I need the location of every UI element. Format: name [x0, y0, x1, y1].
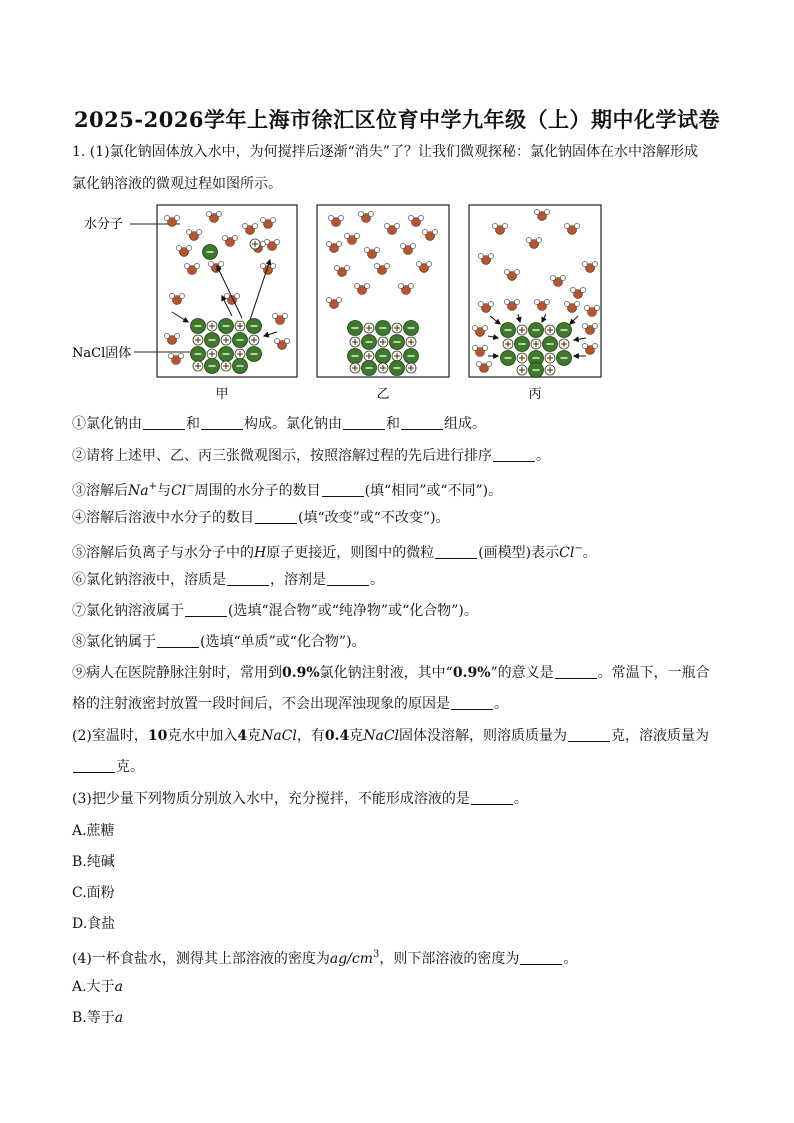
- answer-blank[interactable]: [143, 415, 185, 430]
- caption-jia: 甲: [215, 387, 229, 402]
- answer-blank[interactable]: [471, 790, 513, 805]
- caption-yi: 乙: [376, 387, 390, 402]
- q1-s7: ⑦氯化钠溶液属于 (选填“混合物”或“纯净物”或“化合物”)。: [72, 603, 478, 619]
- dissolution-figure: [72, 200, 612, 414]
- option-a[interactable]: A.蔗糖: [72, 823, 115, 839]
- q1-s6: ⑥氯化钠溶液中，溶质是 ，溶剂是 。: [72, 572, 384, 588]
- answer-blank[interactable]: [73, 758, 115, 773]
- q1-s1: ①氯化钠由 和 构成。氯化钠由 和 组成。: [72, 416, 486, 432]
- option-4b[interactable]: B.等于a: [72, 1010, 124, 1026]
- caption-bing: 丙: [528, 387, 542, 402]
- answer-blank[interactable]: [451, 695, 493, 710]
- answer-blank[interactable]: [401, 415, 443, 430]
- answer-blank[interactable]: [520, 950, 562, 965]
- q1-p4-question: (4)一杯食盐水，测得其上部溶液的密度为$ag/cm^3$，则下部溶液的密度为 。: [72, 949, 578, 967]
- q1-s9-line2: 格的注射液密封放置一段时间后，不会出现浑浊现象的原因是 。: [72, 696, 508, 712]
- option-4a[interactable]: A.大于a: [72, 979, 123, 995]
- answer-blank[interactable]: [201, 415, 243, 430]
- q1-s2: ②请将上述甲、乙、丙三张微观图示，按照溶解过程的先后进行排序 。: [72, 448, 550, 464]
- label-water-molecule: 水分子: [84, 217, 124, 232]
- answer-blank[interactable]: [493, 447, 535, 462]
- answer-blank[interactable]: [157, 633, 199, 648]
- option-b[interactable]: B.纯碱: [72, 854, 115, 870]
- q1-intro-line2: 氯化钠溶液的微观过程如图所示。: [72, 176, 282, 192]
- q1-s3: ③溶解后Na+与Cl−周围的水分子的数目 (填“相同”或“不同”)。: [72, 481, 503, 499]
- option-c[interactable]: C.面粉: [72, 885, 115, 901]
- answer-blank[interactable]: [185, 602, 227, 617]
- answer-blank[interactable]: [327, 571, 369, 586]
- q1-p3-question: (3)把少量下列物质分别放入水中，充分搅拌，不能形成溶液的是 。: [72, 791, 528, 807]
- answer-blank[interactable]: [555, 664, 597, 679]
- option-d[interactable]: D.食盐: [72, 916, 116, 932]
- answer-blank[interactable]: [227, 571, 269, 586]
- q1-s9-line1: ⑨病人在医院静脉注射时，常用到0.9%氯化钠注射液，其中“0.9%”的意义是 。常温下，一瓶合: [72, 665, 710, 681]
- page-title: 2025-2026学年上海市徐汇区位育中学九年级（上）期中化学试卷: [73, 107, 721, 132]
- q1-p2-line1: (2)室温时，10克水中加入4克NaCl，有0.4克NaCl固体没溶解，则溶质质量为 克，溶液质量为: [72, 728, 710, 744]
- q1-intro-line1: 1. (1)氯化钠固体放入水中，为何搅拌后逐渐“消失”了？让我们微观探秘：氯化钠固体在水中溶解形成: [72, 144, 698, 160]
- answer-blank[interactable]: [568, 727, 610, 742]
- answer-blank[interactable]: [322, 482, 364, 497]
- q1-s4: ④溶解后溶液中水分子的数目 (填“改变”或“不改变”)。: [72, 510, 450, 526]
- q1-s5: ⑤溶解后负离子与水分子中的H原子更接近，则图中的微粒 (画模型)表示Cl−。: [72, 543, 597, 561]
- q1-s8: ⑧氯化钠属于 (选填“单质”或“化合物”)。: [72, 634, 366, 650]
- answer-blank[interactable]: [343, 415, 385, 430]
- answer-blank[interactable]: [435, 544, 477, 559]
- label-nacl-solid: NaCl固体: [72, 346, 132, 361]
- answer-blank[interactable]: [255, 509, 297, 524]
- dissolution-diagram: [72, 200, 612, 410]
- q1-p2-line2: 克。: [72, 757, 144, 777]
